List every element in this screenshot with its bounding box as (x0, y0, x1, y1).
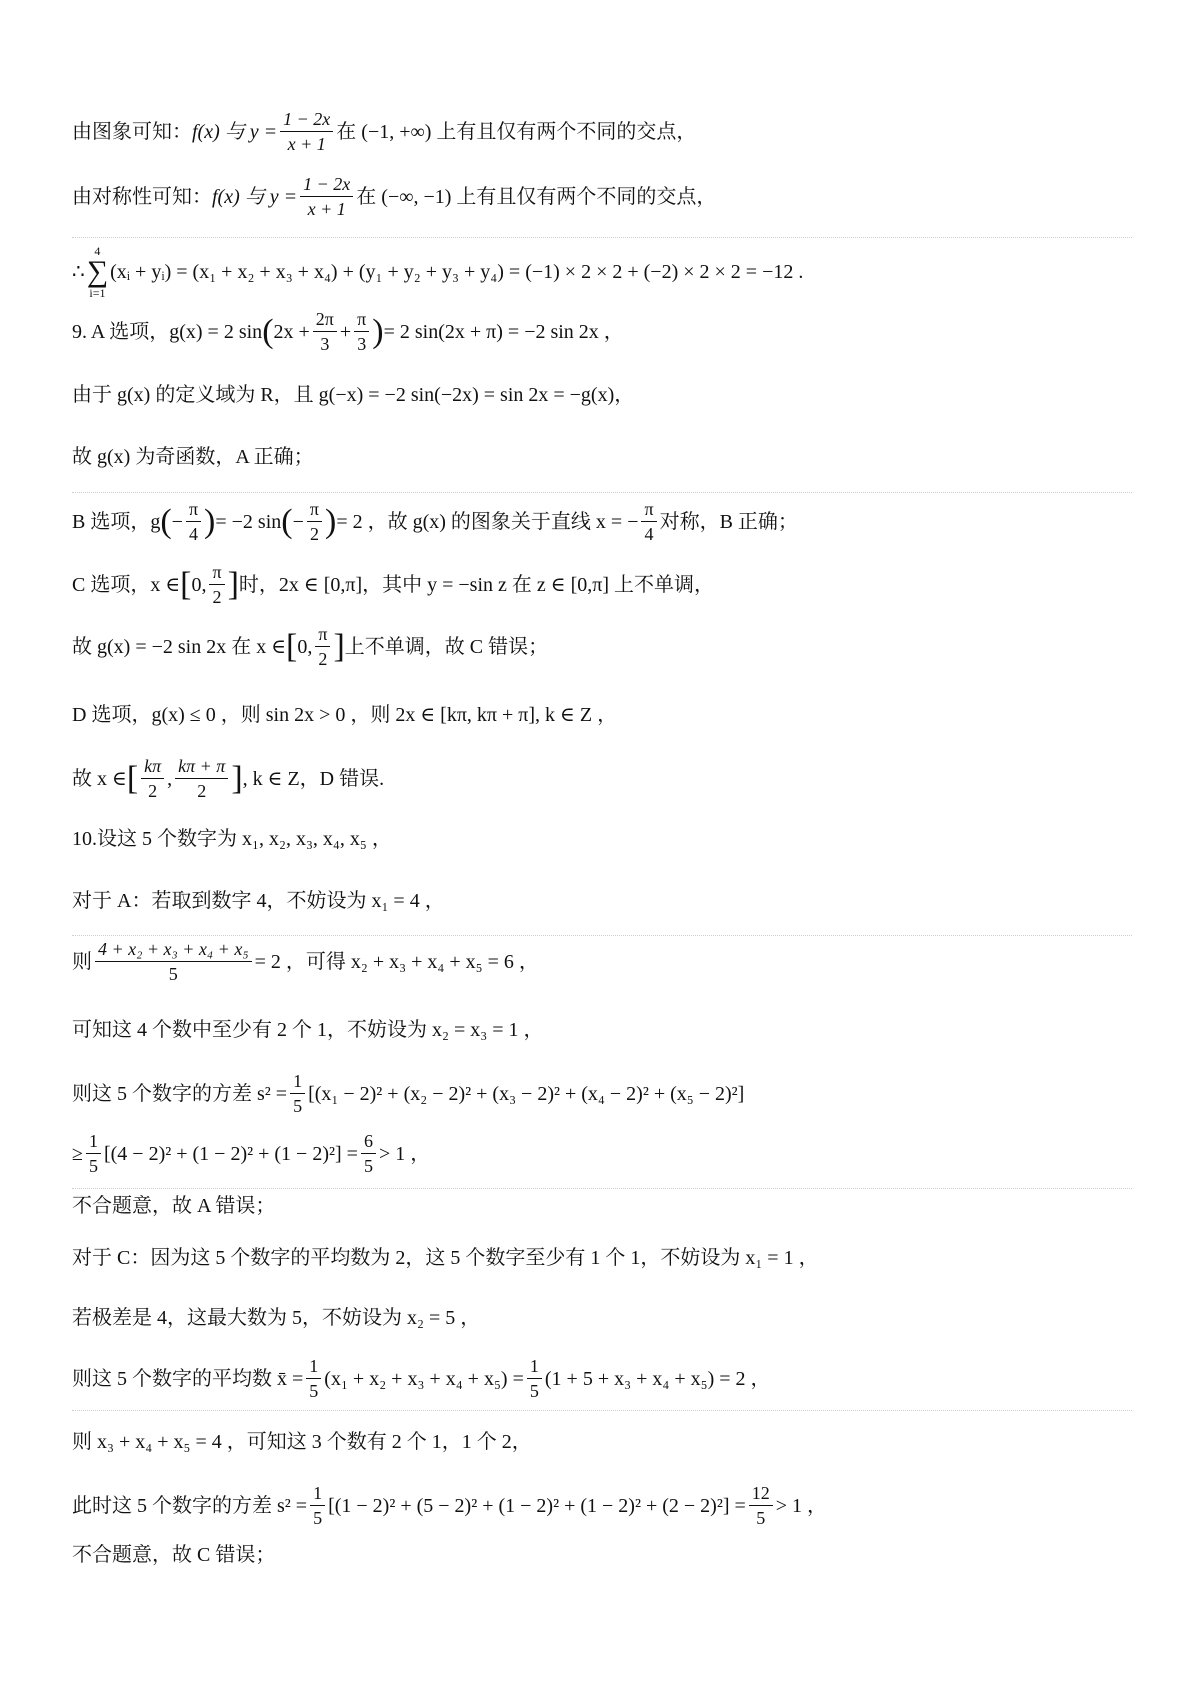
text: 9. A 选项，g(x) = 2 sin (72, 320, 263, 343)
fraction (141, 757, 164, 800)
numerator: 6 (361, 1132, 376, 1154)
denominator: 3 (357, 334, 367, 354)
denominator: 2 (212, 587, 222, 607)
numerator: 4 + x₂ + x₃ + x₄ + x₅ (95, 940, 252, 962)
text: , k ∈ Z，D 错误. (242, 767, 385, 790)
text: 则 x₃ + x₄ + x₅ = 4 ，可知这 3 个数有 2 个 1，1 个 2， (72, 1431, 532, 1453)
bracket-left: [ (180, 565, 192, 603)
solution-line-13 (72, 891, 445, 911)
fraction (361, 1132, 376, 1175)
bracket-right: ] (333, 627, 345, 665)
denominator: 5 (88, 1156, 98, 1176)
therefore-symbol: ∴ (72, 261, 85, 283)
text: 对于 A：若取到数字 4，不妨设为 x₁ = 4 ， (72, 890, 445, 912)
text: 不合题意，故 A 错误； (72, 1195, 276, 1217)
numerator: π (209, 563, 224, 585)
math: > 1 ， (378, 1142, 431, 1165)
math: (xᵢ + yᵢ) = (x₁ + x₂ + x₃ + x₄) + (y₁ + y₂ + y₃ + y₄) = (−1) × 2 × 2 + (−2) × 2 × 2 = −12 . (110, 261, 804, 283)
solution-line-4 (72, 310, 624, 353)
sigma-icon: ∑ (86, 255, 109, 288)
text: = 2 ，可得 x₂ + x₃ + x₄ + x₅ = 6 ， (254, 950, 539, 973)
divider (72, 237, 1132, 238)
paren-right: ) (204, 502, 216, 540)
numerator: π (186, 500, 201, 522)
math: f(x) 与 y = (192, 120, 278, 143)
text: 由于 g(x) 的定义域为 R，且 g(−x) = −2 sin(−2x) = sin 2x = −g(x)， (72, 384, 635, 406)
math: = −2 sin (215, 510, 282, 533)
denominator: 5 (363, 1156, 373, 1176)
text: B 选项，g (72, 510, 161, 533)
solution-line-24 (72, 1545, 275, 1565)
solution-line-21 (72, 1357, 771, 1400)
numerator: 1 (306, 1357, 321, 1379)
solution-line-5 (72, 385, 634, 405)
solution-line-20 (72, 1308, 480, 1328)
solution-line-14 (72, 940, 539, 983)
numerator: 1 (527, 1357, 542, 1379)
text: 则这 5 个数字的平均数 x̄ = (72, 1367, 304, 1390)
fraction (313, 310, 337, 353)
bracket-left: [ (286, 627, 298, 665)
fraction (641, 500, 656, 543)
solution-line-17 (72, 1132, 430, 1175)
numerator: 1 (290, 1072, 305, 1094)
text: 在 (−∞, −1) 上有且仅有两个不同的交点， (356, 185, 717, 208)
numerator: 1 (310, 1484, 325, 1506)
numerator: 2π (313, 310, 337, 332)
numerator: π (641, 500, 656, 522)
solution-line-15 (72, 1020, 544, 1040)
text: 则这 5 个数字的方差 s² = (72, 1082, 288, 1105)
solution-line-11: 故 x ∈ [ $\frac{k\pi}{2}$ , $\frac{k\pi + \pi}{2}$ ] , k ∈ Z，D 错误. (72, 756, 385, 801)
divider (72, 1410, 1132, 1411)
fraction (310, 1484, 325, 1527)
fraction (749, 1484, 773, 1527)
solution-line-6 (72, 447, 314, 467)
math: [(4 − 2)² + (1 − 2)² + (1 − 2)²] = (103, 1142, 358, 1165)
fraction (280, 110, 333, 153)
fraction (209, 563, 224, 606)
solution-line-16 (72, 1072, 744, 1115)
denominator: 5 (313, 1508, 323, 1528)
denominator: 5 (168, 964, 178, 984)
fraction (290, 1072, 305, 1115)
text: 由图象可知： (72, 120, 192, 143)
bracket-left: [ (126, 759, 139, 797)
sum-lower: i=1 (89, 286, 106, 300)
numerator: kπ (141, 757, 164, 779)
text: D 选项，g(x) ≤ 0 ，则 sin 2x > 0 ，则 2x ∈ [kπ, kπ + π], k ∈ Z ， (72, 704, 618, 726)
fraction (307, 500, 322, 543)
math: > 1 ， (775, 1494, 828, 1517)
text: 故 x ∈ (72, 767, 127, 790)
text: 时，2x ∈ [0,π]，其中 y = −sin z 在 z ∈ [0,π] 上不单调， (238, 573, 715, 596)
fraction (527, 1357, 542, 1400)
solution-line-7: B 选项，g ( − $\frac{\pi}{4}$ ) = −2 sin ( − $\frac{\pi}{2}$ ) = 2 ，故 g(x) 的图象关于直线 x = − $\frac{\pi}{4}$ 对称，B 正确； (72, 499, 798, 544)
text: 在 (−1, +∞) 上有且仅有两个不同的交点， (336, 120, 697, 143)
denominator: 3 (320, 334, 330, 354)
solution-line-19 (72, 1248, 819, 1268)
solution-line-2 (72, 175, 716, 218)
denominator: x + 1 (307, 199, 346, 219)
bracket-right: ] (231, 759, 243, 797)
math: + (339, 320, 352, 343)
math: f(x) 与 y = (212, 185, 298, 208)
fraction (300, 175, 353, 218)
solution-line-23 (72, 1484, 827, 1527)
math: [(1 − 2)² + (5 − 2)² + (1 − 2)² + (1 − 2)² + (2 − 2)²] = (328, 1494, 746, 1517)
text: 若极差是 4，这最大数为 5，不妨设为 x₂ = 5 ， (72, 1307, 481, 1329)
denominator: x + 1 (287, 134, 326, 154)
text: C 选项，x ∈ (72, 573, 181, 596)
math: (x₁ + x₂ + x₃ + x₄ + x₅) = (324, 1367, 524, 1390)
denominator: 5 (529, 1381, 539, 1401)
paren-left: ( (281, 502, 293, 540)
text: 由对称性可知： (72, 185, 212, 208)
text: 此时这 5 个数字的方差 s² = (72, 1494, 308, 1517)
text: 故 g(x) = −2 sin 2x 在 x ∈ (72, 635, 287, 658)
numerator: π (307, 500, 322, 522)
text: 可知这 4 个数中至少有 2 个 1，不妨设为 x₂ = x₃ = 1 ， (72, 1019, 544, 1041)
numerator: π (315, 625, 330, 647)
denominator: 2 (197, 781, 207, 801)
denominator: 2 (309, 524, 319, 544)
numerator: π (354, 310, 369, 332)
solution-line-9: 故 g(x) = −2 sin 2x 在 x ∈ [ 0, $\frac{\pi}{2}$ ] 上不单调，故 C 错误； (72, 624, 549, 669)
text: 对于 C：因为这 5 个数字的平均数为 2，这 5 个数字至少有 1 个 1，不妨设为 x₁ = 1 ， (72, 1247, 819, 1269)
divider (72, 935, 1132, 936)
numerator: 1 − 2x (280, 110, 333, 132)
text: 不合题意，故 C 错误； (72, 1544, 276, 1566)
text: = 2 ，故 g(x) 的图象关于直线 x = − (336, 510, 639, 533)
solution-line-10 (72, 705, 617, 725)
text: 10.设这 5 个数字为 x₁, x₂, x₃, x₄, x₅ ， (72, 828, 392, 850)
solution-line-18 (72, 1196, 275, 1216)
denominator: 5 (293, 1096, 303, 1116)
fraction (86, 1132, 101, 1175)
solution-line-22 (72, 1432, 532, 1452)
bracket-right: ] (227, 565, 239, 603)
math: 2x + (273, 320, 310, 343)
denominator: 5 (756, 1508, 766, 1528)
fraction (354, 310, 369, 353)
fraction (186, 500, 201, 543)
math: (1 + 5 + x₃ + x₄ + x₅) = 2 ， (544, 1367, 771, 1390)
denominator: 2 (148, 781, 158, 801)
paren-left: ( (160, 502, 172, 540)
denominator: 4 (189, 524, 198, 544)
paren-right: ) (372, 312, 384, 350)
numerator: 1 (86, 1132, 101, 1154)
text: 上不单调，故 C 错误； (344, 635, 549, 658)
numerator: 1 − 2x (300, 175, 353, 197)
divider (72, 492, 1132, 493)
text: 对称，B 正确； (659, 510, 798, 533)
fraction (95, 940, 252, 983)
paren-right: ) (324, 502, 337, 540)
math: = 2 sin(2x + π) = −2 sin 2x ， (383, 320, 624, 343)
numerator: kπ + π (175, 757, 228, 779)
fraction (175, 757, 228, 800)
solution-line-1 (72, 110, 696, 153)
solution-line-3 (72, 245, 803, 299)
summation (87, 245, 108, 299)
divider (72, 1188, 1132, 1189)
solution-line-12 (72, 829, 392, 849)
denominator: 4 (644, 524, 654, 544)
denominator: 2 (318, 649, 328, 669)
paren-left: ( (262, 312, 274, 350)
text: 故 g(x) 为奇函数，A 正确； (72, 446, 314, 468)
numerator: 12 (749, 1484, 773, 1506)
math: [(x₁ − 2)² + (x₂ − 2)² + (x₃ − 2)² + (x₄ − 2)² + (x₅ − 2)²] (308, 1082, 745, 1105)
text: 则 (72, 950, 92, 973)
solution-line-8: C 选项，x ∈ [ 0, $\frac{\pi}{2}$ ] 时，2x ∈ [0,π]，其中 y = −sin z 在 z ∈ [0,π] 上不单调， (72, 562, 715, 607)
fraction (306, 1357, 321, 1400)
sum-upper: 4 (94, 244, 101, 258)
math: ≥ (72, 1142, 83, 1165)
denominator: 5 (309, 1381, 319, 1401)
fraction (315, 625, 330, 668)
